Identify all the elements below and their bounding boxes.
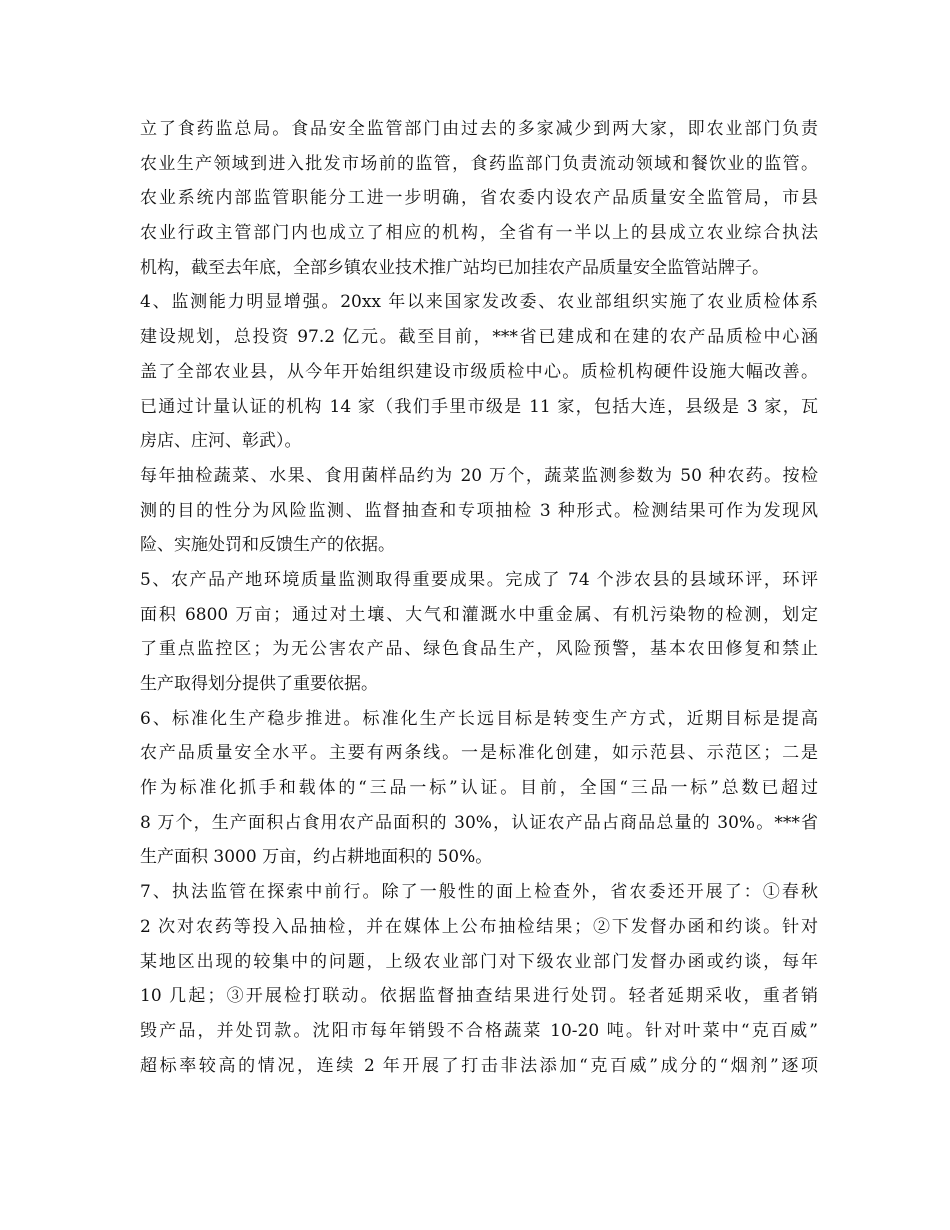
text-line: 生产取得划分提供了重要依据。 [140,674,378,694]
text-line: 2 次对农药等投入品抽检，并在媒体上公布抽检结果；②下发督办函和约谈。针对 [140,916,818,937]
text-line: 农产品质量安全水平。主要有两条线。一是标准化创建，如示范县、示范区；二是 [140,743,818,764]
text-line: 立了食药监总局。食品安全监管部门由过去的多家减少到两大家，即农业部门负责 [140,119,818,139]
text-line: 作为标准化抓手和载体的“三品一标”认证。目前，全国“三品一标”总数已超过 [140,778,818,799]
text-line: 机构，截至去年底，全部乡镇农业技术推广站均已加挂农产品质量安全监管站牌子。 [140,257,769,278]
text-line: 测的目的性分为风险监测、监督抽查和专项抽检 3 种形式。检测结果可作为发现风 [140,500,818,521]
text-line: 超标率较高的情况，连续 2 年开展了打击非法添加“克百威”成分的“烟剂”逐项 [140,1055,818,1076]
text-line: 每年抽检蔬菜、水果、食用菌样品约为 20 万个，蔬菜监测参数为 50 种农药。按检 [140,465,818,486]
document-body [140,112,818,1083]
text-line: 6、标准化生产稳步推进。标准化生产长远目标是转变生产方式，近期目标是提高 [140,708,818,729]
text-line: 7、执法监管在探索中前行。除了一般性的面上检查外，省农委还开展了：①春秋 [140,882,818,903]
text-line: 毁产品，并处罚款。沈阳市每年销毁不合格蔬菜 10-20 吨。针对叶菜中“克百威” [140,1020,818,1041]
text-line: 险、实施处罚和反馈生产的依据。 [140,535,395,556]
text-line: 了重点监控区；为无公害农产品、绿色食品生产，风险预警，基本农田修复和禁止 [140,639,818,660]
text-line: 房店、庄河、彰武）。 [140,431,302,452]
text-line: 农业行政主管部门内也成立了相应的机构，全省有一半以上的县成立农业综合执法 [140,223,818,244]
text-line: 5、农产品产地环境质量监测取得重要成果。完成了 74 个涉农县的县域环评，环评 [140,569,818,590]
text-line: 生产面积 3000 万亩，约占耕地面积的 50%。 [140,847,493,868]
text-line: 8 万个，生产面积占食用农产品面积的 30%，认证农产品占商品总量的 30%。***省 [140,812,818,833]
text-line: 4、监测能力明显增强。20xx 年以来国家发改委、农业部组织实施了农业质检体系 [140,292,818,313]
text-line: 农业生产领域到进入批发市场前的监管，食药监部门负责流动领域和餐饮业的监管。 [140,153,818,174]
text-line: 面积 6800 万亩；通过对土壤、大气和灌溉水中重金属、有机污染物的检测，划定 [140,604,818,625]
text-line: 建设规划，总投资 97.2 亿元。截至目前，***省已建成和在建的农产品质检中心涵 [140,327,818,348]
text-line: 农业系统内部监管职能分工进一步明确，省农委内设农产品质量安全监管局，市县 [140,188,818,209]
text-line: 盖了全部农业县，从今年开始组织建设市级质检中心。质检机构硬件设施大幅改善。 [140,361,818,382]
text-line: 已通过计量认证的机构 14 家（我们手里市级是 11 家，包括大连，县级是 3 家，瓦 [140,396,818,417]
text-line: 某地区出现的较集中的问题，上级农业部门对下级农业部门发督办函或约谈，每年 [140,951,818,972]
text-line: 10 几起；③开展检打联动。依据监督抽查结果进行处罚。轻者延期采收，重者销 [140,986,818,1007]
